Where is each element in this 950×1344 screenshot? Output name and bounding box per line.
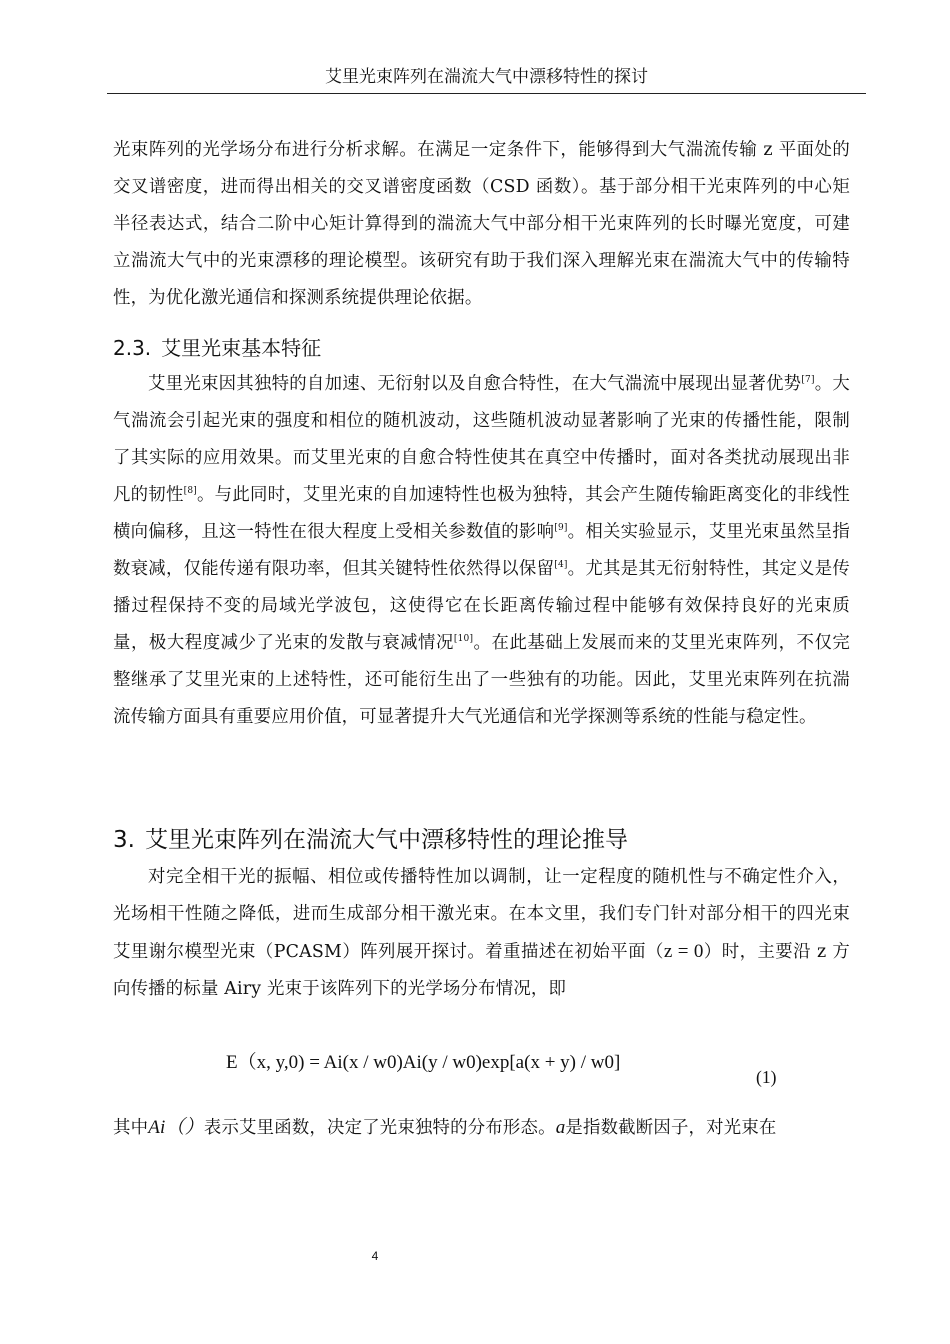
text-run: 。相关实验显示，艾里光束虽然呈指数衰减，仅能传递有限功率，但其关键特性依然得以保留	[113, 522, 851, 579]
section-title: 艾里光束阵列在湍流大气中漂移特性的理论推导	[144, 827, 628, 853]
section-title: 艾里光束基本特征	[161, 336, 322, 360]
paragraph-definitions	[113, 1109, 850, 1147]
citation-9[interactable]: [9]	[554, 523, 568, 533]
section-heading-2-3	[113, 334, 321, 362]
text-run: 表示艾里函数，决定了光束独特的分布形态。	[203, 1118, 556, 1138]
airy-function-symbol: Ai（）	[148, 1117, 204, 1138]
paragraph-intro: 光束阵列的光学场分布进行分析求解。在满足一定条件下，能够得到大气湍流传输 z 平面处的交叉谱密度，进而得出相关的交叉谱密度函数（CSD 函数）。基于部分相干光束阵列的中心矩半径表达式，结合二阶中心矩计算得到的湍流大气中部分相干光束阵列的长时曝光宽度，可建立湍流大气中的光束漂移的理论模型。该研究有助于我们深入理解光束在湍流大气中的传输特性，为优化激光通信和探测系统提供理论依据。	[113, 140, 850, 308]
text-run: 。与此同时，艾里光束的自加速特性也极为独特，其会产生随传输距离变化的非线性横向偏移，且这一特性在很大程度上受相关参数值的影响	[113, 485, 850, 542]
paragraph-pcasm	[113, 859, 850, 1008]
section-number: 3.	[113, 827, 135, 853]
citation-7[interactable]: [7]	[801, 375, 815, 385]
citation-10[interactable]: [10]	[453, 634, 474, 644]
section-number: 2.3.	[113, 336, 152, 360]
text-run: ）时，主要沿 z 方向传播的标量 Airy 光束于该阵列下的光学场分布情况，即	[113, 942, 850, 999]
equation-number: (1)	[756, 1067, 777, 1087]
citation-8[interactable]: [8]	[183, 486, 197, 496]
text-run: 。在此基础上发展而来的艾里光束阵列，不仅完整继承了艾里光束的上述特性，还可能衍生出了一些独有的功能。因此，艾里光束阵列在抗湍流传输方面具有重要应用价值，可显著提升大气光通信和光学探测等系统的性能与稳定性。	[113, 633, 850, 727]
header-divider	[107, 93, 866, 94]
text-run: 艾里光束因其独特的自加速、无衍射以及自愈合特性，在大气湍流中展现出显著优势	[148, 374, 802, 394]
running-header: 艾里光束阵列在湍流大气中漂移特性的探讨	[325, 67, 648, 87]
truncation-factor-symbol: a	[555, 1117, 566, 1138]
equation-expression: E（x, y,0) = Ai(x / w0)Ai(y / w0)exp[a(x + y) / w0]	[226, 1052, 621, 1073]
text-run: 。尤其是其无衍射特性，其定义是传播过程保持不变的局域光学波包，这使得它在长距离传输过程中能够有效保持良好的光束质量，极大程度减少了光束的发散与衰减情况	[113, 559, 851, 653]
z-condition: z = 0	[663, 941, 704, 962]
text-run: 是指数截断因子，对光束在	[565, 1118, 777, 1138]
text-run: 。大气湍流会引起光束的强度和相位的随机波动，这些随机波动显著影响了光束的传播性能，限制了其实际的应用效果。而艾里光束的自愈合特性使其在真空中传播时，面对各类扰动展现出非凡的韧性	[113, 374, 851, 505]
paragraph-airy-features	[113, 366, 850, 736]
page-number: 4	[371, 1249, 379, 1263]
text-run: 其中	[113, 1118, 149, 1138]
citation-4[interactable]: [4]	[554, 560, 568, 570]
equation-1	[226, 1050, 620, 1076]
text-run: 对完全相干光的振幅、相位或传播特性加以调制，让一定程度的随机性与不确定性介入，光场相干性随之降低，进而生成部分相干激光束。在本文里，我们专门针对部分相干的四光束艾里谢尔模型光束（PCASM）阵列展开探讨。着重描述在初始平面（	[113, 867, 850, 962]
section-heading-3	[113, 824, 628, 856]
